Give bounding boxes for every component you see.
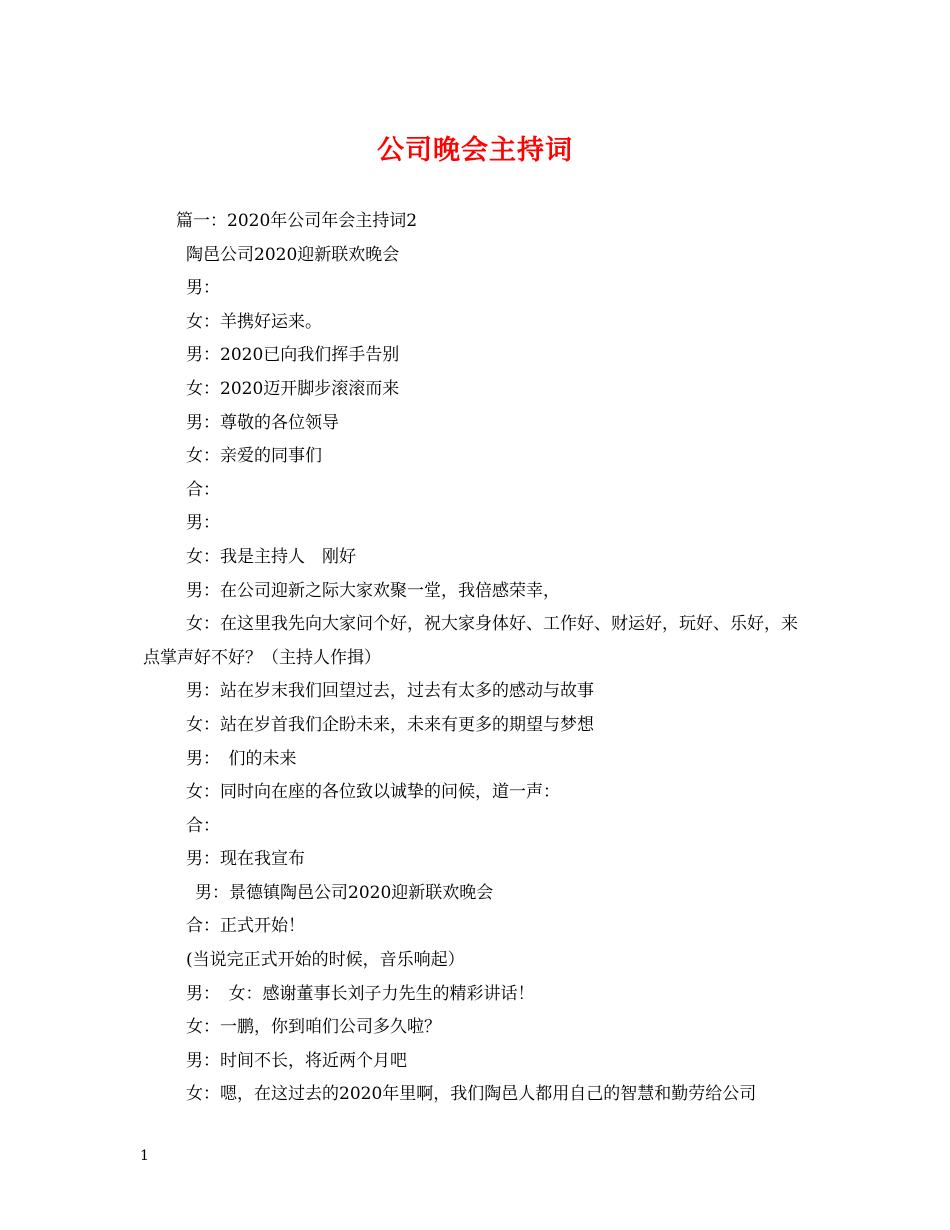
stage-direction: (当说完正式开始的时候，音乐响起） [186,950,465,971]
dialogue-line: 男：2020已向我们挥手告别 [186,345,400,366]
dialogue-line: 女：羊携好运来。 [186,311,322,332]
dialogue-line: 女：亲爱的同事们 [186,446,322,467]
dialogue-line: 男：时间不长，将近两个月吧 [186,1050,407,1071]
dialogue-line: 女：一鹏，你到咱们公司多久啦？ [186,1017,441,1038]
dialogue-paragraph: 女：在这里我先向大家问个好，祝大家身体好、工作好、财运好，玩好、乐好，来点掌声好不好？（主持人作揖） [143,614,798,668]
section-heading: 篇一：2020年公司年会主持词2 [176,211,418,231]
dialogue-line: 合： [186,815,220,836]
dialogue-line: 男： 们的未来 [186,748,297,769]
dialogue-line: 男：景德镇陶邑公司2020迎新联欢晚会 [195,882,494,903]
dialogue-line: 合：正式开始！ [186,916,305,937]
dialogue-line: 男：在公司迎新之际大家欢聚一堂，我倍感荣幸， [186,580,560,601]
dialogue-line: 男： [186,513,220,534]
dialogue-line: 女：站在岁首我们企盼未来，未来有更多的期望与梦想 [186,714,594,735]
dialogue-line: 女：我是主持人 刚好 [186,546,356,567]
document-body [143,205,813,1112]
dialogue-line: 男： [186,278,220,299]
page-number: 1 [140,1148,149,1164]
dialogue-line: 男：尊敬的各位领导 [186,412,339,433]
event-name-line: 陶邑公司2020迎新联欢晚会 [186,244,400,265]
dialogue-line: 女：嗯，在这过去的2020年里啊，我们陶邑人都用自己的智慧和勤劳给公司 [186,1084,757,1105]
dialogue-line: 男： 女：感谢董事长刘子力先生的精彩讲话！ [186,983,535,1004]
dialogue-line: 合： [186,479,220,500]
dialogue-line: 男：站在岁末我们回望过去，过去有太多的感动与故事 [186,681,594,702]
dialogue-line: 女：2020迈开脚步滚滚而来 [186,378,400,399]
dialogue-line: 男：现在我宣布 [186,849,305,870]
dialogue-line: 女：同时向在座的各位致以诚挚的问候，道一声： [186,782,560,803]
document-title: 公司晚会主持词 [377,135,573,166]
